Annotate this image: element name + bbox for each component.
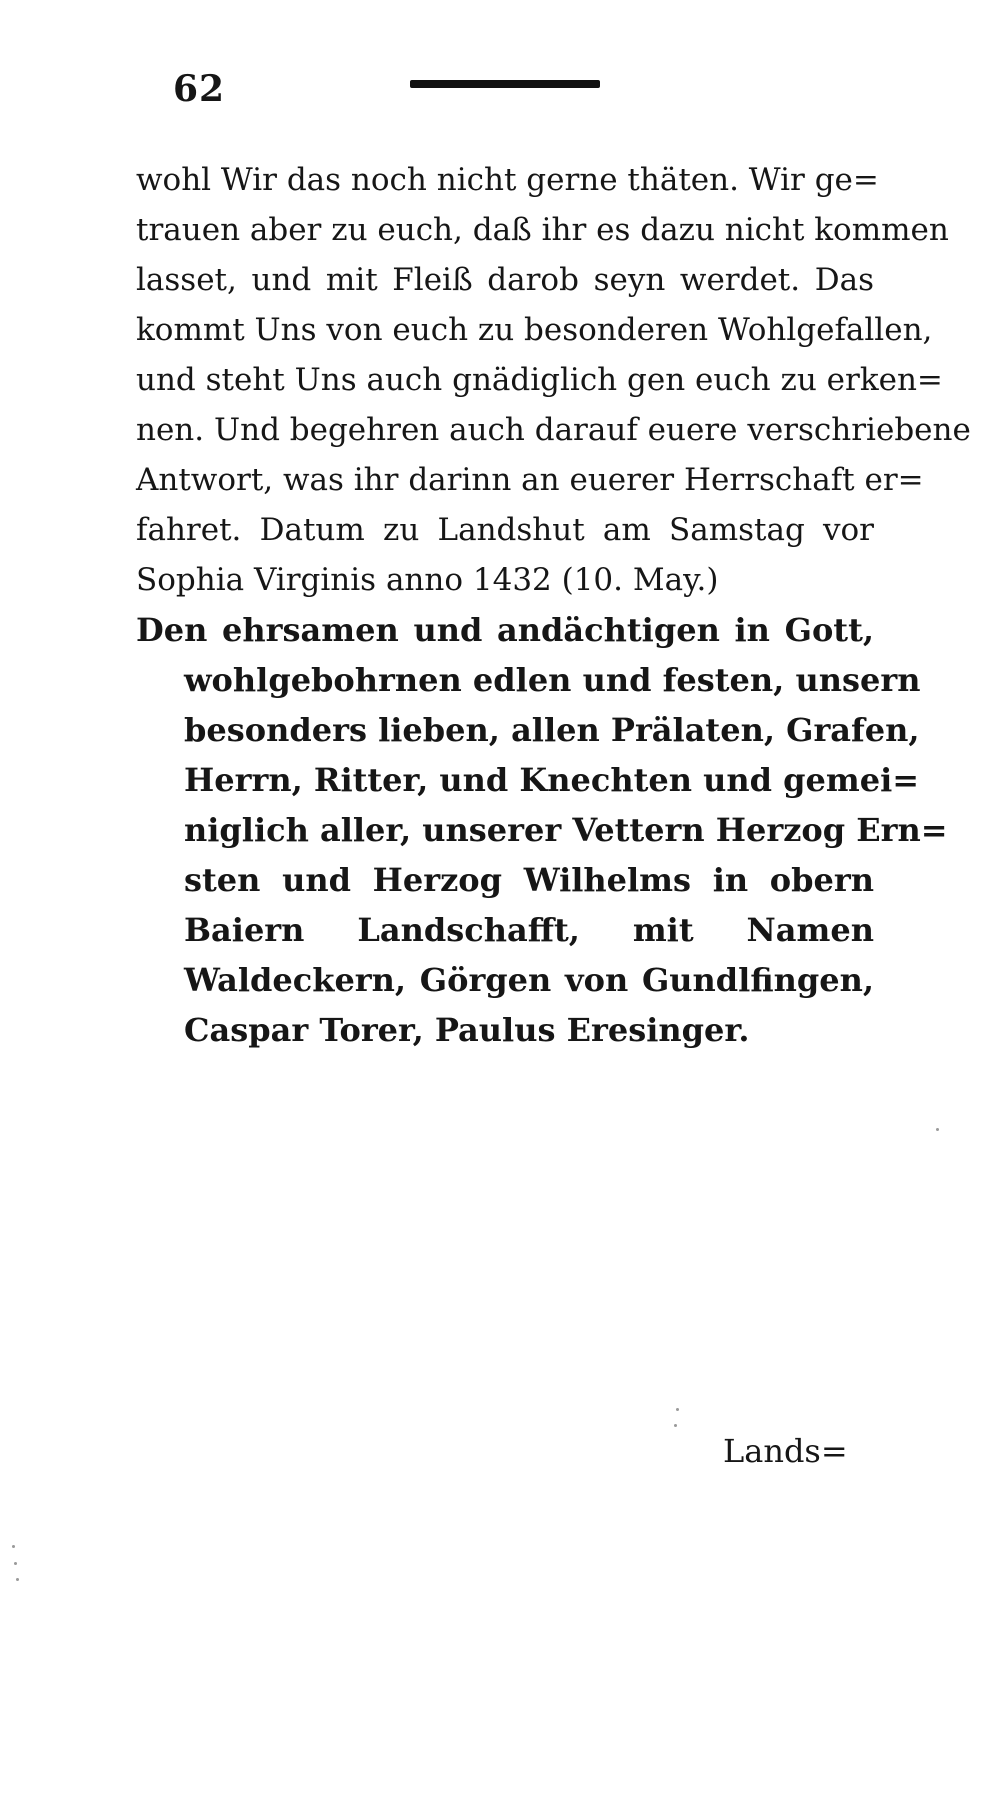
address-line: besonders lieben, allen Prälaten, Grafen, xyxy=(184,711,920,749)
body-line: wohl Wir das noch nicht gerne thäten. Wir ge= xyxy=(136,162,879,198)
paper-speck xyxy=(12,1545,15,1548)
body-line: nen. Und begehren auch darauf euere verschriebene xyxy=(136,412,971,448)
page-number: 62 xyxy=(173,68,226,110)
catchword: Lands= xyxy=(723,1432,848,1470)
address-line: niglich aller, unserer Vettern Herzog Ern= xyxy=(184,811,948,849)
address-line: wohlgebohrnen edlen und festen, unsern xyxy=(184,661,921,699)
address-line: Baiern Landschafft, mit Namen xyxy=(184,911,874,949)
header-rule xyxy=(410,80,600,88)
address-line: Den ehrsamen und andächtigen in Gott, xyxy=(136,611,874,649)
address-line: Herrn, Ritter, und Knechten und gemei= xyxy=(184,761,920,799)
body-line: und steht Uns auch gnädiglich gen euch zu erken= xyxy=(136,362,943,398)
paper-speck xyxy=(16,1578,19,1581)
body-line: trauen aber zu euch, daß ihr es dazu nicht kommen xyxy=(136,212,949,248)
address-line: sten und Herzog Wilhelms in obern xyxy=(184,861,874,899)
body-line: kommt Uns von euch zu besonderen Wohlgefallen, xyxy=(136,312,933,348)
body-line: fahret. Datum zu Landshut am Samstag vor xyxy=(136,512,874,548)
paper-speck xyxy=(14,1562,17,1565)
letter-address-block xyxy=(136,605,948,1055)
address-line: Caspar Torer, Paulus Eresinger. xyxy=(184,1011,750,1049)
body-line: Sophia Virginis anno 1432 (10. May.) xyxy=(136,562,719,598)
letter-body-text xyxy=(136,155,971,605)
paper-speck xyxy=(674,1424,677,1427)
paper-speck xyxy=(936,1128,939,1131)
address-line: Waldeckern, Görgen von Gundlfingen, xyxy=(184,961,874,999)
body-line: Antwort, was ihr darinn an euerer Herrschaft er= xyxy=(136,462,924,498)
body-line: lasset, und mit Fleiß darob seyn werdet. Das xyxy=(136,262,874,298)
paper-speck xyxy=(676,1408,679,1411)
